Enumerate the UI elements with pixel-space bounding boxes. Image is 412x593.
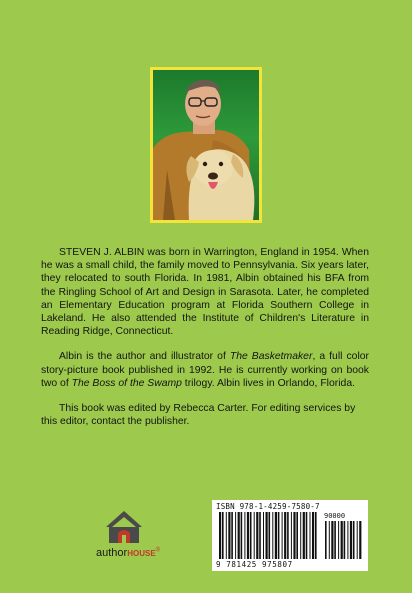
bio-paragraph-3: This book was edited by Rebecca Carter. For editing services by this editor, contact the publisher. xyxy=(41,403,356,428)
bio-paragraph-2 xyxy=(41,350,369,390)
barcode-number: 9 781425 975807 xyxy=(216,560,293,569)
house-icon xyxy=(96,505,172,547)
publisher-name-house: HOUSE xyxy=(127,549,156,558)
ean-barcode-bars xyxy=(218,512,318,559)
book-title-boss-of-swamp: The Boss of the Swamp xyxy=(71,377,182,389)
author-photo-frame xyxy=(150,67,262,223)
author-photo xyxy=(153,70,259,220)
bio-p2-text-c: trilogy. Albin lives in Orlando, Florida. xyxy=(181,377,355,389)
publisher-name xyxy=(96,547,186,559)
price-addon-text: 90000 xyxy=(324,512,346,520)
registered-mark: ® xyxy=(155,547,161,554)
isbn-text: ISBN 978-1-4259-7580-7 xyxy=(216,502,320,511)
publisher-logo xyxy=(96,505,172,565)
bio-p2-text-b: , a full color story-picture book published in 1992. He is currently working on book two of xyxy=(41,351,369,389)
author-portrait-illustration xyxy=(153,70,259,220)
bio-p2-text-a: Albin is the author and illustrator of xyxy=(59,351,230,363)
book-title-basketmaker: The Basketmaker xyxy=(229,351,313,363)
addon-barcode-bars xyxy=(324,521,362,559)
publisher-name-author: author xyxy=(96,547,128,559)
author-biography xyxy=(41,246,369,440)
bio-paragraph-1: STEVEN J. ALBIN was born in Warrington, England in 1954. When he was a small child, the family moved to Pennsylvania. Six years later, they relocated to south Florida. In 1981, Albin obtained his BFA from the Ringling School of Art and Design in Sarasota. Later, he completed an Elementary Education program at Florida Southern College in Lakeland. He also attended the Institute of Children's Literature in Reading Ridge, Connecticut. xyxy=(41,247,369,338)
isbn-barcode xyxy=(212,500,368,571)
